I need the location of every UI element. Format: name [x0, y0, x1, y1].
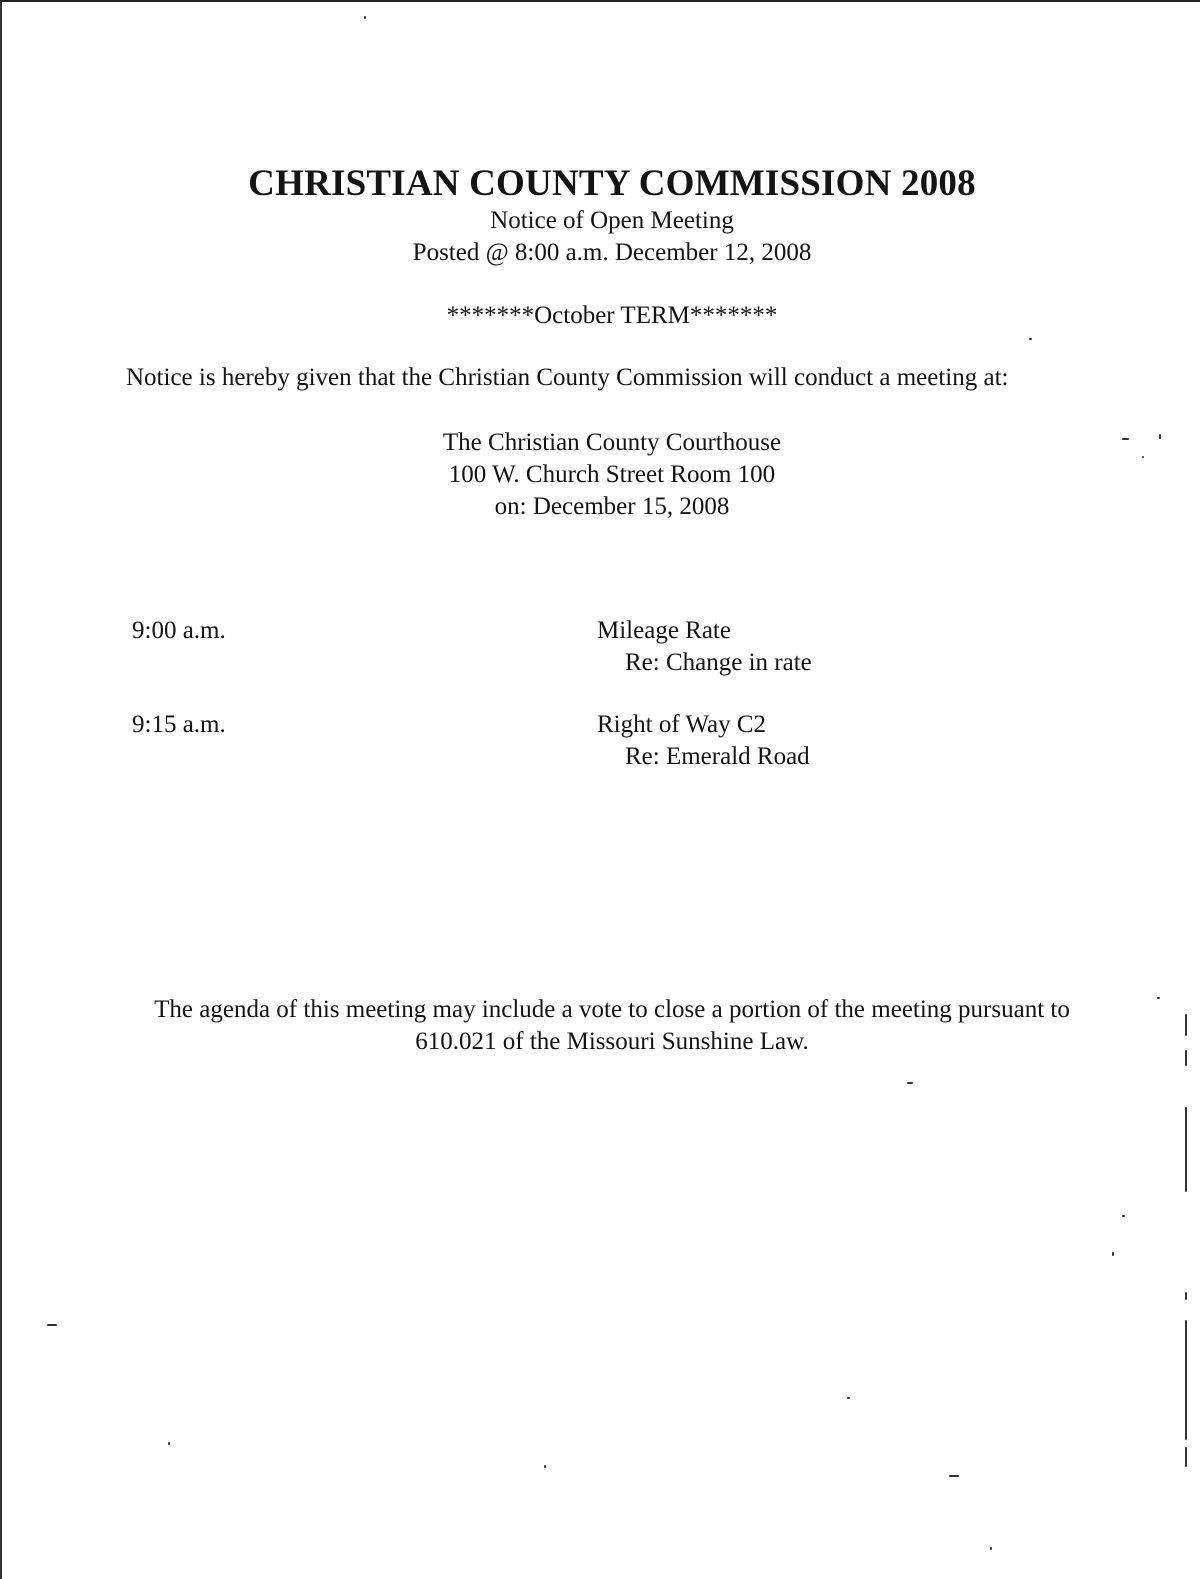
notice-statement: Notice is hereby given that the Christian County Commission will conduct a meeting at: [126, 364, 1009, 391]
posted-date: Posted @ 8:00 a.m. December 12, 2008 [412, 239, 812, 266]
agenda-detail: Re: Change in rate [625, 649, 812, 676]
scan-speck [1185, 1107, 1187, 1192]
scan-speck [1029, 338, 1032, 340]
document-title: CHRISTIAN COUNTY COMMISSION 2008 [248, 163, 976, 204]
scan-speck [990, 1547, 992, 1550]
scan-speck [47, 1324, 57, 1326]
agenda-item: Mileage Rate [597, 617, 731, 644]
scan-speck [1157, 997, 1160, 999]
scan-speck [1159, 434, 1161, 439]
scan-speck [1122, 1215, 1125, 1217]
scan-speck [1122, 438, 1129, 440]
closing-statement-line: The agenda of this meeting may include a vote to close a portion of the meeting pursuant to [154, 996, 1070, 1023]
scan-speck [949, 1475, 959, 1477]
scan-speck [364, 16, 366, 19]
venue-address: 100 W. Church Street Room 100 [448, 461, 776, 488]
venue-date: on: December 15, 2008 [494, 493, 730, 520]
scan-speck [1142, 456, 1144, 458]
closing-statement-line: 610.021 of the Missouri Sunshine Law. [415, 1028, 809, 1055]
agenda-item: Right of Way C2 [597, 711, 767, 738]
scan-speck [1112, 1252, 1114, 1256]
scan-speck [847, 1397, 850, 1399]
closing-statement [102, 994, 1122, 1058]
agenda-detail: Re: Emerald Road [625, 743, 810, 770]
scan-speck [1185, 1447, 1187, 1467]
agenda-time: 9:15 a.m. [132, 711, 226, 738]
scan-speck [168, 1442, 170, 1445]
scan-speck [1185, 1014, 1187, 1036]
scan-speck [1185, 1292, 1187, 1300]
document-subtitle: Notice of Open Meeting [490, 207, 734, 234]
scan-speck [907, 1082, 913, 1084]
scan-speck [1185, 1050, 1187, 1066]
agenda-time: 9:00 a.m. [132, 617, 226, 644]
scan-speck [544, 1465, 546, 1468]
scan-speck [1185, 1320, 1187, 1440]
term-heading: *******October TERM******* [446, 302, 778, 329]
venue-place: The Christian County Courthouse [442, 429, 782, 456]
venue-block [312, 427, 912, 523]
